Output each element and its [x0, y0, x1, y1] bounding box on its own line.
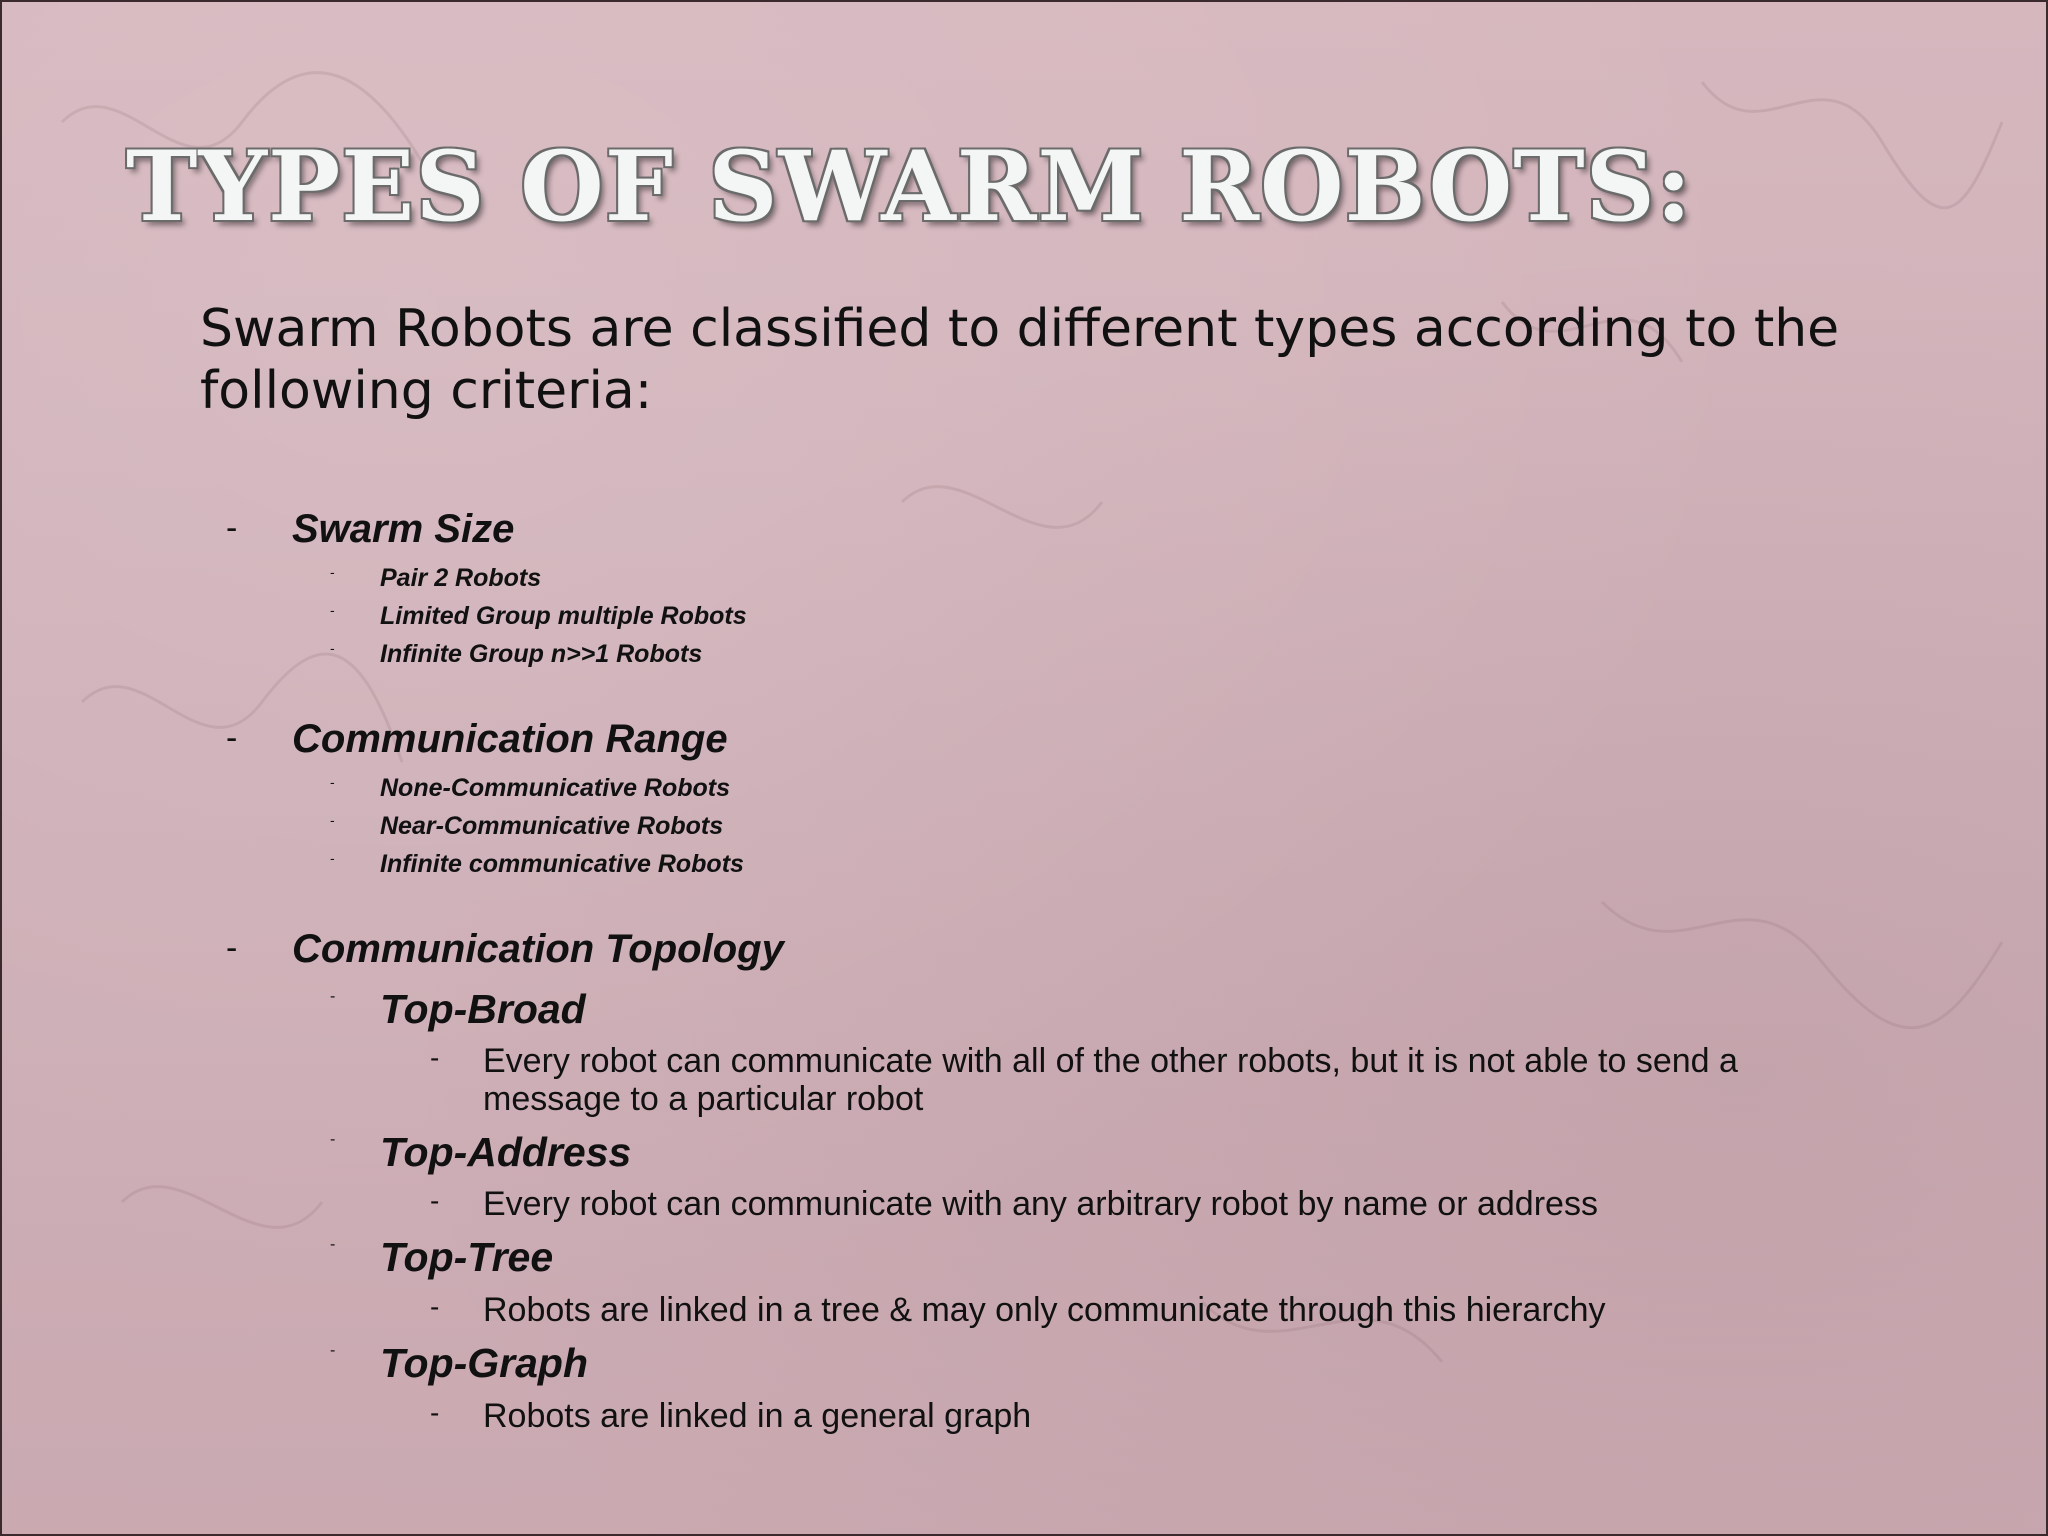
bullet-dash: -: [330, 1236, 336, 1253]
bullet-dash: -: [330, 602, 335, 618]
list-item-text: Infinite Group n>>1 Robots: [380, 640, 703, 668]
topology-name: Top-Tree: [380, 1234, 554, 1280]
topology-name: Top-Address: [380, 1129, 632, 1175]
bullet-dash: -: [330, 1342, 336, 1359]
bullet-dash: -: [330, 812, 335, 828]
bullet-dash: -: [430, 1291, 440, 1322]
topology-description-text: Every robot can communicate with any arbitrary robot by name or address: [483, 1185, 1598, 1223]
bullet-dash: -: [330, 640, 335, 656]
topology-description-text: Every robot can communicate with all of the other robots, but it is not able to send a message to a particular robot: [483, 1042, 1738, 1118]
bullet-dash: -: [430, 1397, 440, 1428]
list-item-text: Pair 2 Robots: [380, 564, 542, 592]
bullet-dash: -: [226, 719, 238, 757]
list-item-text: Limited Group multiple Robots: [380, 602, 747, 630]
topology-name: Top-Graph: [380, 1340, 589, 1386]
section-heading: Communication Range: [292, 717, 728, 761]
bullet-dash: -: [330, 1131, 336, 1148]
bullet-dash: -: [430, 1185, 440, 1216]
topology-description-text: Robots are linked in a general graph: [483, 1397, 1032, 1435]
bullet-dash: -: [430, 1042, 440, 1073]
list-item-text: Near-Communicative Robots: [380, 812, 724, 840]
bullet-dash: -: [226, 929, 238, 967]
intro-text: Swarm Robots are classified to different types according to the following criteria:: [200, 299, 1840, 421]
topology-name: Top-Broad: [380, 986, 586, 1032]
slide-title: TYPES OF SWARM ROBOTS:: [126, 130, 1693, 243]
bullet-dash: -: [330, 988, 336, 1005]
topology-description-text: Robots are linked in a tree & may only communicate through this hierarchy: [483, 1291, 1606, 1329]
bullet-dash: -: [330, 564, 335, 580]
list-item-text: None-Communicative Robots: [380, 774, 731, 802]
section-heading: Communication Topology: [292, 927, 784, 971]
bullet-dash: -: [226, 509, 238, 547]
list-item-text: Infinite communicative Robots: [380, 850, 744, 878]
bullet-dash: -: [330, 850, 335, 866]
section-heading: Swarm Size: [292, 507, 515, 551]
bullet-dash: -: [330, 774, 335, 790]
criteria-list: [2, 2, 2048, 1536]
